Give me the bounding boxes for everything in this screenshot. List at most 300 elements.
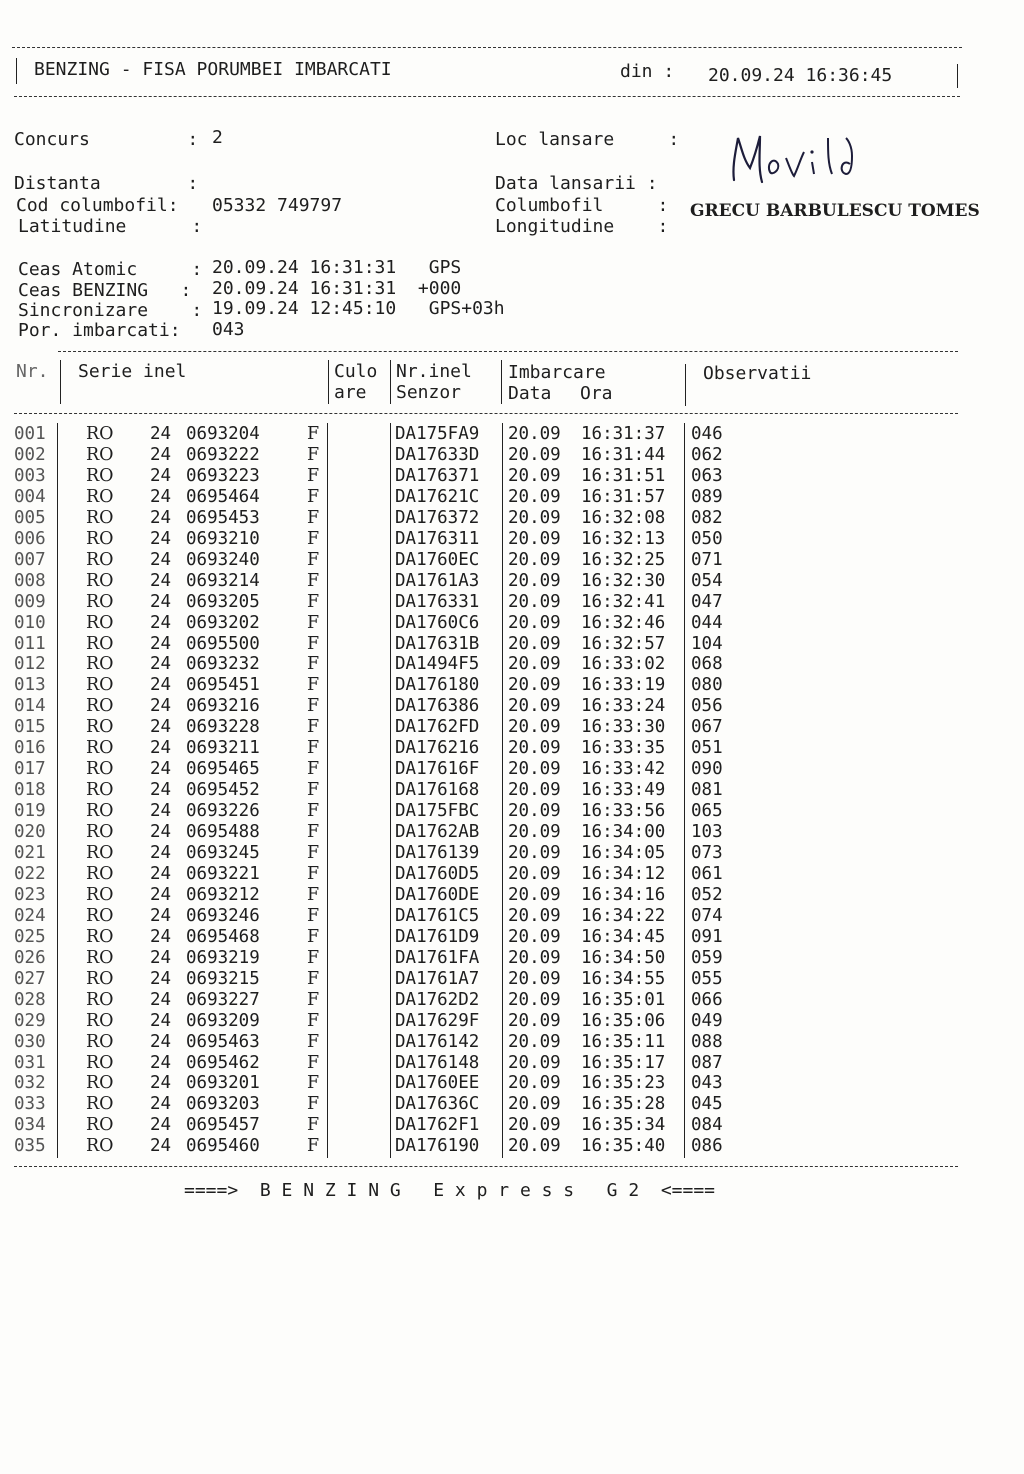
ring-number: 0693222 [186,444,260,465]
row-number: 014 [14,696,46,717]
concurs-value: 2 [212,127,223,148]
columbofil-label: Columbofil : [495,195,669,216]
table-header-rule [14,413,958,414]
boarding-time: 16:31:37 [581,424,666,444]
boarding-time: 16:32:13 [581,528,666,549]
table-row [0,466,1024,487]
table-row [0,675,1024,696]
boarding-date: 20.09 [508,444,561,465]
ring-number: 0693212 [186,884,260,905]
boarding-time: 16:32:08 [581,507,666,528]
ring-number: 0695468 [186,926,260,947]
ring-country: RO [86,528,114,549]
ring-number: 0695464 [186,486,260,507]
latitudine-label: Latitudine : [18,216,203,237]
observation: 061 [691,863,723,884]
boarding-time: 16:33:42 [581,759,666,780]
ring-year: 24 [150,1115,172,1136]
row-number: 004 [14,486,46,507]
boarding-date: 20.09 [508,801,561,822]
boarding-date: 20.09 [508,1052,561,1073]
row-number: 021 [14,843,46,863]
sensor-id: DA17616F [395,759,480,780]
table-row [0,864,1024,885]
porumbei-imbarcati-label: Por. imbarcati: [18,320,181,341]
din-label: din : [620,61,675,82]
sex: F [307,1073,320,1094]
ring-number: 0695452 [186,780,260,801]
col-header-data: Data [508,383,552,404]
sensor-id: DA176311 [395,528,480,549]
ring-country: RO [86,465,114,486]
ring-number: 0693216 [186,696,260,717]
ring-number: 0693204 [186,424,260,444]
header-right-bar [957,64,958,88]
boarding-time: 16:33:30 [581,717,666,738]
ring-year: 24 [150,884,172,905]
ring-year: 24 [150,926,172,947]
row-number: 026 [14,947,46,968]
ring-number: 0695488 [186,822,260,843]
ring-number: 0693205 [186,591,260,612]
table-row [0,654,1024,675]
ring-year: 24 [150,759,172,780]
ceas-benzing-value: 20.09.24 16:31:31 +000 [212,278,462,299]
ring-number: 0693209 [186,1010,260,1031]
ring-year: 24 [150,738,172,759]
boarding-date: 20.09 [508,1115,561,1136]
boarding-date: 20.09 [508,486,561,507]
observation: 073 [691,843,723,863]
ring-country: RO [86,947,114,968]
sex: F [307,1031,320,1052]
ring-number: 0695451 [186,675,260,696]
sensor-id: DA176372 [395,507,480,528]
row-number: 030 [14,1031,46,1052]
sex: F [307,738,320,759]
table-row [0,1094,1024,1115]
table-row [0,906,1024,927]
ring-number: 0693219 [186,947,260,968]
table-row [0,927,1024,948]
sex: F [307,947,320,968]
table-row [0,445,1024,466]
ring-number: 0693245 [186,843,260,863]
ring-year: 24 [150,822,172,843]
sensor-id: DA1760D5 [395,863,480,884]
table-row [0,550,1024,571]
ring-number: 0693228 [186,717,260,738]
sensor-id: DA176371 [395,465,480,486]
ring-country: RO [86,424,114,444]
table-row [0,843,1024,864]
observation: 047 [691,591,723,612]
boarding-time: 16:31:57 [581,486,666,507]
row-number: 020 [14,822,46,843]
boarding-time: 16:34:45 [581,926,666,947]
observation: 044 [691,612,723,633]
sex: F [307,591,320,612]
ring-year: 24 [150,905,172,926]
boarding-time: 16:32:46 [581,612,666,633]
sensor-id: DA1760DE [395,884,480,905]
boarding-date: 20.09 [508,822,561,843]
observation: 084 [691,1115,723,1136]
table-row [0,1053,1024,1074]
ring-country: RO [86,633,114,654]
table-bottom-rule [14,1166,958,1167]
ring-country: RO [86,1010,114,1031]
ring-country: RO [86,1136,114,1157]
observation: 091 [691,926,723,947]
ring-year: 24 [150,549,172,570]
ring-country: RO [86,486,114,507]
sensor-id: DA175FBC [395,801,480,822]
ring-year: 24 [150,424,172,444]
boarding-time: 16:35:01 [581,989,666,1010]
sex: F [307,759,320,780]
row-number: 005 [14,507,46,528]
table-row [0,885,1024,906]
boarding-date: 20.09 [508,843,561,863]
observation: 090 [691,759,723,780]
boarding-date: 20.09 [508,465,561,486]
observation: 065 [691,801,723,822]
sex: F [307,926,320,947]
row-number: 007 [14,549,46,570]
header-top-rule [12,47,962,48]
sex: F [307,424,320,444]
observation: 082 [691,507,723,528]
boarding-time: 16:31:44 [581,444,666,465]
observation: 086 [691,1136,723,1157]
ring-number: 0693202 [186,612,260,633]
sex: F [307,612,320,633]
ring-country: RO [86,1073,114,1094]
boarding-date: 20.09 [508,424,561,444]
ring-country: RO [86,696,114,717]
observation: 104 [691,633,723,654]
boarding-date: 20.09 [508,633,561,654]
sex: F [307,717,320,738]
boarding-date: 20.09 [508,591,561,612]
observation: 046 [691,424,723,444]
ring-year: 24 [150,801,172,822]
sex: F [307,507,320,528]
ring-country: RO [86,675,114,696]
sex: F [307,801,320,822]
ring-country: RO [86,863,114,884]
ring-number: 0695453 [186,507,260,528]
ring-country: RO [86,507,114,528]
boarding-date: 20.09 [508,570,561,591]
row-number: 029 [14,1010,46,1031]
sex: F [307,549,320,570]
ring-country: RO [86,1115,114,1136]
sex: F [307,905,320,926]
ring-year: 24 [150,465,172,486]
sex: F [307,633,320,654]
table-row [0,529,1024,550]
row-number: 018 [14,780,46,801]
boarding-time: 16:33:56 [581,801,666,822]
observation: 067 [691,717,723,738]
boarding-date: 20.09 [508,884,561,905]
ring-number: 0693226 [186,801,260,822]
ceas-atomic-value: 20.09.24 16:31:31 GPS [212,257,462,278]
sensor-id: DA176190 [395,1136,480,1157]
boarding-time: 16:33:49 [581,780,666,801]
boarding-time: 16:35:11 [581,1031,666,1052]
boarding-date: 20.09 [508,507,561,528]
sensor-id: DA17621C [395,486,480,507]
row-number: 001 [14,424,46,444]
row-number: 006 [14,528,46,549]
sex: F [307,1094,320,1115]
observation: 052 [691,884,723,905]
header-bottom-rule [14,96,960,97]
boarding-time: 16:35:23 [581,1073,666,1094]
data-lansarii-label: Data lansarii : [495,173,658,194]
observation: 049 [691,1010,723,1031]
observation: 068 [691,654,723,675]
ring-number: 0693221 [186,863,260,884]
observation: 054 [691,570,723,591]
distanta-label: Distanta : [14,173,199,194]
sex: F [307,1010,320,1031]
table-row [0,696,1024,717]
ring-year: 24 [150,696,172,717]
ring-country: RO [86,926,114,947]
footer-brand: ====> B E N Z I N G E x p r e s s G 2 <==== [184,1180,716,1201]
sensor-id: DA1760EC [395,549,480,570]
boarding-time: 16:34:00 [581,822,666,843]
ring-country: RO [86,884,114,905]
ring-year: 24 [150,444,172,465]
row-number: 024 [14,905,46,926]
ring-number: 0695463 [186,1031,260,1052]
boarding-time: 16:32:57 [581,633,666,654]
boarding-time: 16:34:55 [581,968,666,989]
ring-country: RO [86,822,114,843]
boarding-date: 20.09 [508,1094,561,1115]
sensor-id: DA176386 [395,696,480,717]
boarding-time: 16:35:17 [581,1052,666,1073]
boarding-time: 16:35:34 [581,1115,666,1136]
boarding-date: 20.09 [508,612,561,633]
ring-number: 0693201 [186,1073,260,1094]
cod-columbofil-value: 05332 749797 [212,195,343,216]
ring-country: RO [86,738,114,759]
boarding-date: 20.09 [508,968,561,989]
observation: 050 [691,528,723,549]
ring-year: 24 [150,843,172,863]
sensor-id: DA1761C5 [395,905,480,926]
ring-country: RO [86,843,114,863]
col-header-are: are [334,382,367,403]
row-number: 032 [14,1073,46,1094]
ring-year: 24 [150,947,172,968]
ring-number: 0693223 [186,465,260,486]
row-number: 013 [14,675,46,696]
ring-year: 24 [150,1052,172,1073]
row-number: 010 [14,612,46,633]
observation: 056 [691,696,723,717]
observation: 088 [691,1031,723,1052]
row-number: 023 [14,884,46,905]
table-row [0,780,1024,801]
ring-year: 24 [150,591,172,612]
ring-year: 24 [150,612,172,633]
col-divider-culoare [390,360,391,404]
boarding-time: 16:31:51 [581,465,666,486]
row-number: 022 [14,863,46,884]
sex: F [307,780,320,801]
boarding-date: 20.09 [508,1073,561,1094]
table-row [0,424,1024,445]
ring-number: 0693211 [186,738,260,759]
table-top-rule [58,351,958,352]
observation: 066 [691,989,723,1010]
boarding-time: 16:34:22 [581,905,666,926]
ring-number: 0695500 [186,633,260,654]
sensor-id: DA17636C [395,1094,480,1115]
table-row [0,822,1024,843]
ring-country: RO [86,1094,114,1115]
row-number: 002 [14,444,46,465]
sensor-id: DA1762AB [395,822,480,843]
col-header-culo: Culo [334,361,378,382]
boarding-date: 20.09 [508,738,561,759]
boarding-date: 20.09 [508,696,561,717]
sex: F [307,696,320,717]
sensor-id: DA1762FD [395,717,480,738]
boarding-time: 16:32:30 [581,570,666,591]
sensor-id: DA1762D2 [395,989,480,1010]
row-number: 034 [14,1115,46,1136]
sensor-id: DA176331 [395,591,480,612]
table-row [0,634,1024,655]
sex: F [307,465,320,486]
sensor-id: DA1761FA [395,947,480,968]
loc-lansare-label: Loc lansare : [495,129,680,150]
boarding-date: 20.09 [508,1031,561,1052]
table-row [0,1136,1024,1157]
ring-country: RO [86,801,114,822]
observation: 051 [691,738,723,759]
longitudine-label: Longitudine : [495,216,669,237]
boarding-time: 16:32:41 [581,591,666,612]
ring-country: RO [86,612,114,633]
ring-number: 0693232 [186,654,260,675]
ring-year: 24 [150,717,172,738]
ring-year: 24 [150,1031,172,1052]
col-header-nr: Nr. [16,361,49,382]
observation: 055 [691,968,723,989]
table-row [0,1115,1024,1136]
boarding-date: 20.09 [508,905,561,926]
observation: 089 [691,486,723,507]
row-number: 033 [14,1094,46,1115]
sex: F [307,486,320,507]
col-header-ora: Ora [580,383,613,404]
ring-country: RO [86,549,114,570]
sensor-id: DA17631B [395,633,480,654]
observation: 081 [691,780,723,801]
boarding-date: 20.09 [508,654,561,675]
table-row [0,613,1024,634]
sensor-id: DA1760C6 [395,612,480,633]
observation: 045 [691,1094,723,1115]
table-row [0,969,1024,990]
table-row [0,487,1024,508]
sex: F [307,675,320,696]
ring-number: 0695465 [186,759,260,780]
table-row [0,717,1024,738]
row-number: 019 [14,801,46,822]
ring-year: 24 [150,675,172,696]
sensor-id: DA176148 [395,1052,480,1073]
boarding-time: 16:33:24 [581,696,666,717]
ring-number: 0695460 [186,1136,260,1157]
ring-country: RO [86,968,114,989]
col-divider-serie [328,360,329,404]
ring-country: RO [86,717,114,738]
row-number: 025 [14,926,46,947]
ring-country: RO [86,654,114,675]
sex: F [307,570,320,591]
table-row [0,1011,1024,1032]
sensor-id: DA1761A7 [395,968,480,989]
sensor-id: DA1761D9 [395,926,480,947]
boarding-date: 20.09 [508,717,561,738]
sex: F [307,843,320,863]
row-number: 003 [14,465,46,486]
table-row [0,1032,1024,1053]
ring-number: 0693203 [186,1094,260,1115]
sensor-id: DA1760EE [395,1073,480,1094]
col-header-senzor: Senzor [396,382,462,403]
boarding-date: 20.09 [508,989,561,1010]
header-left-bar [16,58,17,84]
ring-year: 24 [150,968,172,989]
ceas-atomic-label: Ceas Atomic : [18,259,203,280]
observation: 103 [691,822,723,843]
sex: F [307,822,320,843]
sincronizare-value: 19.09.24 12:45:10 GPS+03h [212,298,505,319]
ring-number: 0693214 [186,570,260,591]
ring-number: 0693240 [186,549,260,570]
boarding-time: 16:35:28 [581,1094,666,1115]
ring-number: 0693210 [186,528,260,549]
ring-country: RO [86,989,114,1010]
table-row [0,738,1024,759]
row-number: 017 [14,759,46,780]
table-row [0,759,1024,780]
observation: 059 [691,947,723,968]
boarding-time: 16:34:12 [581,863,666,884]
row-number: 031 [14,1052,46,1073]
table-row [0,508,1024,529]
ring-number: 0693215 [186,968,260,989]
sex: F [307,1115,320,1136]
boarding-time: 16:33:19 [581,675,666,696]
boarding-time: 16:33:02 [581,654,666,675]
ring-year: 24 [150,633,172,654]
boarding-time: 16:33:35 [581,738,666,759]
sensor-id: DA175FA9 [395,424,480,444]
document-title: BENZING - FISA PORUMBEI IMBARCATI [34,59,392,80]
